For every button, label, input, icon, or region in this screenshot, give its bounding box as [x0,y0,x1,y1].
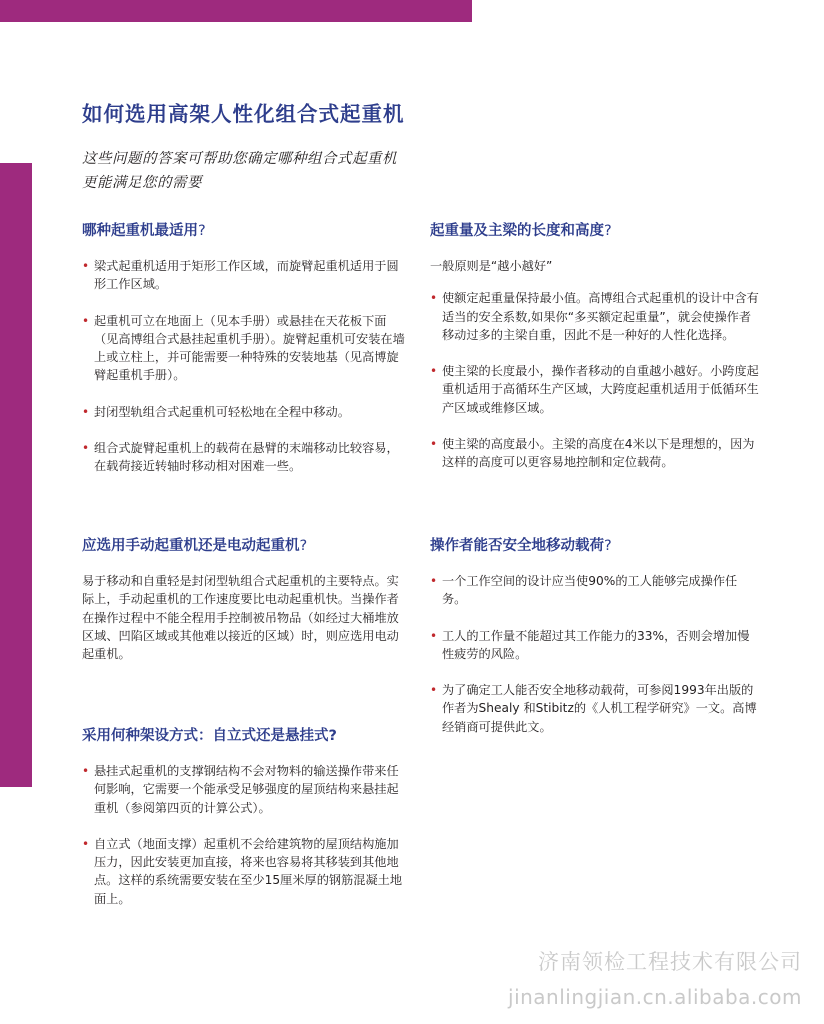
section-intro: 一般原则是“越小越好” [430,259,553,273]
bullet-list [82,257,408,476]
side-accent-bar [0,163,32,787]
subtitle-line-2: 更能满足您的需要 [82,175,202,191]
section-mounting [82,724,408,926]
section-heading [82,534,408,555]
heading-question-mark: ? [299,538,308,554]
list-item: • 起重机可立在地面上（见本手册）或悬挂在天花板下面（见高博组合式悬挂起重机手册）。旋臂起重机可安装在墙上或立柱上，并可能需要一种特殊的安装地基（见高博旋臂起重机手册）。 [82,312,408,385]
section-which-crane [82,219,408,494]
section-heading [430,534,760,555]
watermark-url: jinanlingjian.cn.alibaba.com [508,985,802,1009]
list-item: • 工人的工作量不能超过其工作能力的33%，否则会增加慢性疲劳的风险。 [430,627,760,664]
bullet-list [430,289,760,471]
list-item: • 为了确定工人能否安全地移动载荷，可参阅1993年出版的作者为Shealy 和Stibitz的《人机工程学研究》一文。高博经销商可提供此文。 [430,681,760,736]
section-heading [82,219,408,240]
heading-text: 应选用手动起重机还是电动起重机 [82,538,300,554]
list-item: • 封闭型轨组合式起重机可轻松地在全程中移动。 [82,403,408,421]
heading-question-mark: ? [604,223,612,239]
section-heading [430,219,760,240]
list-item: • 梁式起重机适用于矩形工作区域，而旋臂起重机适用于圆形工作区域。 [82,257,408,294]
heading-text: 起重量及主梁的长度和高度 [430,223,604,239]
section-safety [430,534,760,754]
bullet-list [82,762,408,908]
list-item: • 一个工作空间的设计应当使90%的工人能够完成操作任务。 [430,572,760,609]
watermark-company: 济南领检工程技术有限公司 [538,950,802,974]
heading-question-mark: ? [604,538,612,554]
section-paragraph: 易于移动和自重轻是封闭型轨组合式起重机的主要特点。实际上，手动起重机的工作速度要比电动起重机快。当操作者在操作过程中不能全程用手控制被吊物品（如经过大桶堆放区域、凹陷区域或其他难以接近的区域）时，则应选用电动起重机。 [82,574,399,662]
section-manual-or-electric [82,534,408,673]
page-subtitle [82,147,397,195]
list-item: • 悬挂式起重机的支撑钢结构不会对物料的输送操作带来任何影响，它需要一个能承受足够强度的屋顶结构来悬挂起重机（参阅第四页的计算公式）。 [82,762,408,817]
list-item: • 使主梁的长度最小，操作者移动的自重越小越好。小跨度起重机适用于高循环生产区域，大跨度起重机适用于低循环生产区域或维修区域。 [430,362,760,417]
list-item: • 组合式旋臂起重机上的载荷在悬臂的末端移动比较容易，在载荷接近转轴时移动相对困难一些。 [82,439,408,476]
section-heading: 采用何种架设方式：自立式还是悬挂式? [82,728,337,744]
heading-text: 操作者能否安全地移动载荷 [430,538,604,554]
bullet-list [430,572,760,736]
list-item: • 使主梁的高度最小。主梁的高度在4米以下是理想的，因为这样的高度可以更容易地控制和定位载荷。 [430,435,760,472]
subtitle-line-1: 这些问题的答案可帮助您确定哪种组合式起重机 [82,151,397,167]
heading-text: 哪种起重机最适用 [82,223,198,239]
page-title: 如何选用高架人性化组合式起重机 [82,102,405,126]
top-accent-bar [0,0,472,22]
list-item: • 自立式（地面支撑）起重机不会给建筑物的屋顶结构施加压力，因此安装更加直接，将来也容易将其移装到其他地点。这样的系统需要安装在至少15厘米厚的钢筋混凝土地面上。 [82,835,408,908]
heading-question-mark: ? [198,223,206,239]
section-capacity [430,219,760,490]
list-item: • 使额定起重量保持最小值。高博组合式起重机的设计中含有适当的安全系数,如果你“多买额定起重量”，就会使操作者移动过多的主梁自重，因此不是一种好的人性化选择。 [430,289,760,344]
